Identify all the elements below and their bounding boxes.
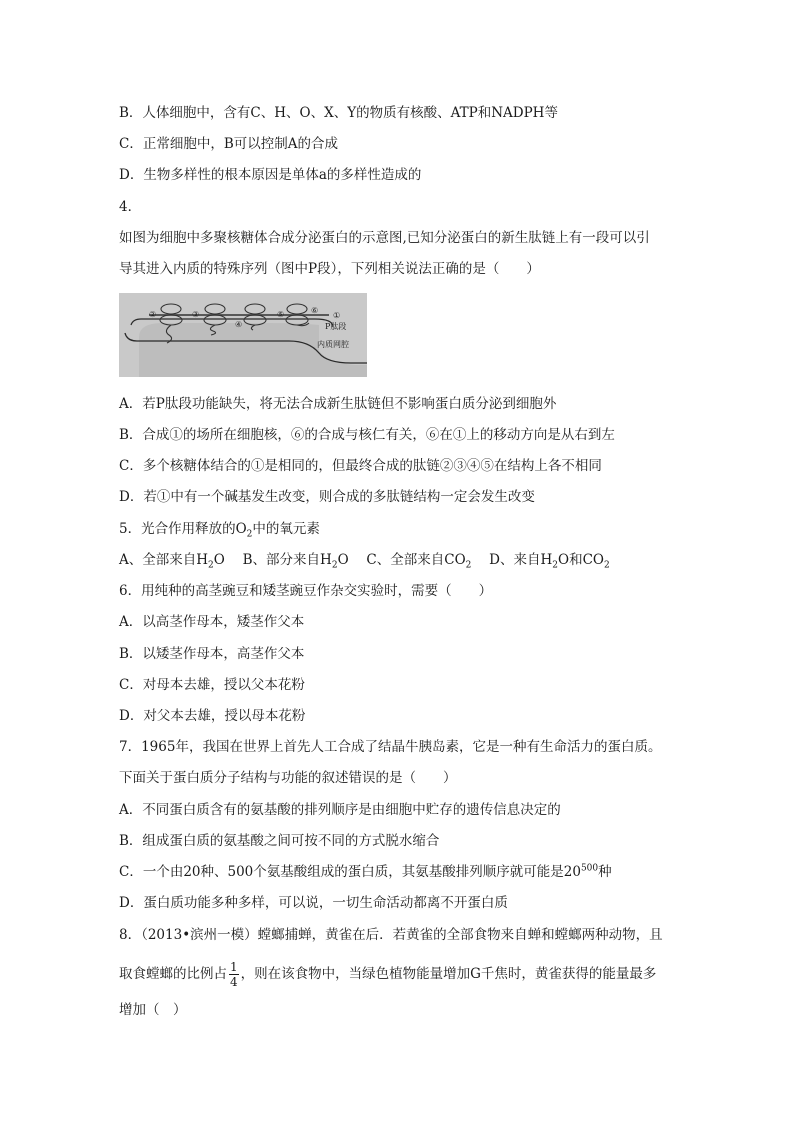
q7-option-a: A．不同蛋白质含有的氨基酸的排列顺序是由细胞中贮存的遗传信息决定的 [119,802,561,818]
marker-4: ④ [235,320,243,329]
marker-6: ⑥ [311,306,319,315]
q6-option-b: B．以矮茎作母本，高茎作父本 [119,646,305,662]
polysome-figure [119,293,367,377]
marker-1: ① [333,311,341,320]
q3-option-c: C．正常细胞中，B可以控制A的合成 [119,136,338,152]
polysome-diagram [119,293,367,377]
q8-stem-line3: 增加（ ） [119,1002,187,1018]
q4-stem-line1: 如图为细胞中多聚核糖体合成分泌蛋白的示意图,已知分泌蛋白的新生肽链上有一段可以引 [119,230,650,246]
q8-stem-line2: 取食螳螂的比例占 $\frac{1}{4}$ ，则在该食物中，当绿色植物能量增加G千焦时，黄雀获得的能量最多 [119,960,657,989]
q8-stem-line1: 8．（2013•滨州一模）螳螂捕蝉，黄雀在后．若黄雀的全部食物来自蝉和螳螂两种动物，且 [119,927,663,943]
q6-option-c: C．对母本去雄，授以父本花粉 [119,677,305,693]
fraction-one-quarter: $\frac{1}{4}$ [230,960,238,989]
q4-option-d: D．若①中有一个碱基发生改变，则合成的多肽链结构一定会发生改变 [119,489,535,505]
label-er-lumen: 内质网腔 [317,340,349,349]
q4-number: 4． [119,199,142,215]
q7-option-c: C．一个由20种、500个氨基酸组成的蛋白质，其氨基酸排列顺序就可能是$20^{500}$种 [119,863,612,880]
q6-stem: 6．用纯种的高茎豌豆和矮茎豌豆作杂交实验时，需要（ ） [119,583,493,599]
q6-option-d: D．对父本去雄，授以母本花粉 [119,708,306,724]
q3-option-d: D．生物多样性的根本原因是单体a的多样性造成的 [119,167,422,183]
q6-option-a: A．以高茎作母本，矮茎作父本 [119,614,305,630]
marker-5: ⑤ [277,310,285,319]
q3-option-b: B．人体细胞中，含有C、H、O、X、Y的物质有核酸、ATP和NADPH等 [119,105,558,121]
marker-2: ② [149,310,157,319]
q7-option-d: D．蛋白质功能多种多样，可以说，一切生命活动都离不开蛋白质 [119,895,508,911]
q4-stem-line2: 导其进入内质的特殊序列（图中P段），下列相关说法正确的是（ ） [119,261,540,277]
label-p-segment: P肽段 [325,322,347,331]
q4-option-b: B．合成①的场所在细胞核，⑥的合成与核仁有关，⑥在①上的移动方向是从右到左 [119,427,615,443]
q7-stem-line2: 下面关于蛋白质分子结构与功能的叙述错误的是（ ） [119,770,457,786]
marker-3: ③ [192,310,200,319]
q7-option-b: B．组成蛋白质的氨基酸之间可按不同的方式脱水缩合 [119,833,440,849]
q7-stem-line1: 7．1965年，我国在世界上首先人工合成了结晶牛胰岛素，它是一种有生命活力的蛋白质。 [119,739,662,755]
q5-options: A、全部来自$H_2O$ B、部分来自$H_2O$ C、全部来自$CO_2$ D、来自$H_2O$和$CO_2$ [119,552,610,571]
q5-stem: 5．光合作用释放的$O_2$中的氧元素 [119,521,320,540]
q4-option-a: A．若P肽段功能缺失，将无法合成新生肽链但不影响蛋白质分泌到细胞外 [119,396,557,412]
q4-option-c: C．多个核糖体结合的①是相同的，但最终合成的肽链②③④⑤在结构上各不相同 [119,458,602,474]
